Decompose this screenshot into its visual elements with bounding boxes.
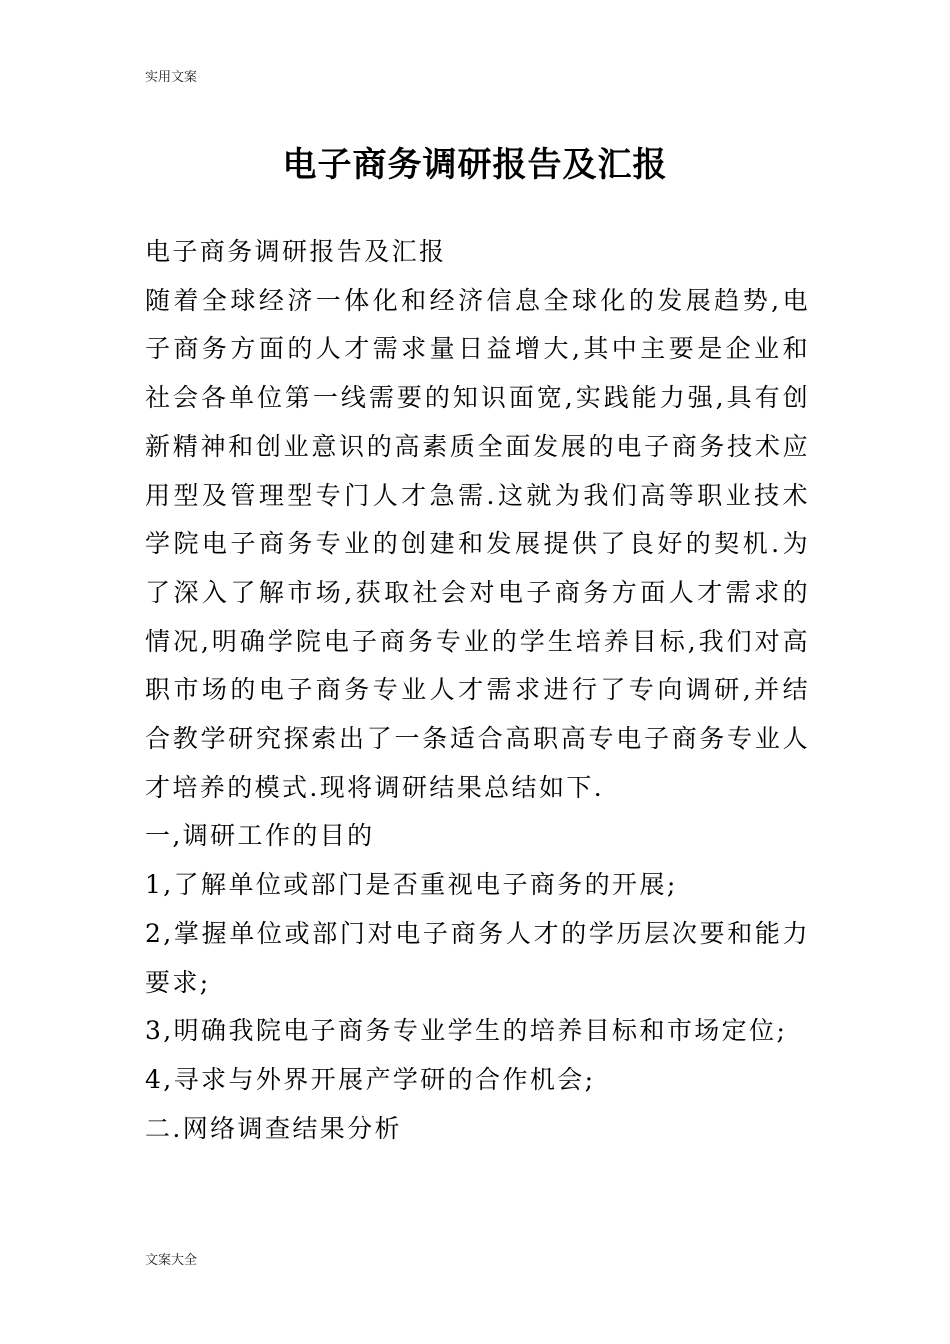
list-item: 1,了解单位或部门是否重视电子商务的开展; [145,870,678,900]
list-item: 3,明确我院电子商务专业学生的培养目标和市场定位; [145,1016,788,1046]
header-divider [145,91,805,92]
page-header-label: 实用文案 [145,70,198,85]
document-subtitle: 电子商务调研报告及汇报 [145,237,447,266]
document-body [145,228,810,1153]
list-item: 4,寻求与外界开展产学研的合作机会; [145,1064,596,1094]
list-item: 2,掌握单位或部门对电子商务人才的学历层次要和能力要求; [145,918,810,997]
page-footer-label: 文案大全 [145,1253,198,1268]
intro-paragraph: 随着全球经济一体化和经济信息全球化的发展趋势,电子商务方面的人才需求量日益增大,其中主要是企业和社会各单位第一线需要的知识面宽,实践能力强,具有创新精神和创业意识的高素质全面发展的电子商务技术应用型及管理型专门人才急需.这就为我们高等职业技术学院电子商务专业的创建和发展提供了良好的契机.为了深入了解市场,获取社会对电子商务方面人才需求的情况,明确学院电子商务专业的学生培养目标,我们对高职市场的电子商务专业人才需求进行了专向调研,并结合教学研究探索出了一条适合高职高专电子商务专业人才培养的模式.现将调研结果总结如下. [145,285,810,802]
document-title: 电子商务调研报告及汇报 [282,145,668,185]
section-heading-purpose: 一,调研工作的目的 [145,821,375,851]
section-heading-analysis: 二.网络调查结果分析 [145,1113,402,1143]
